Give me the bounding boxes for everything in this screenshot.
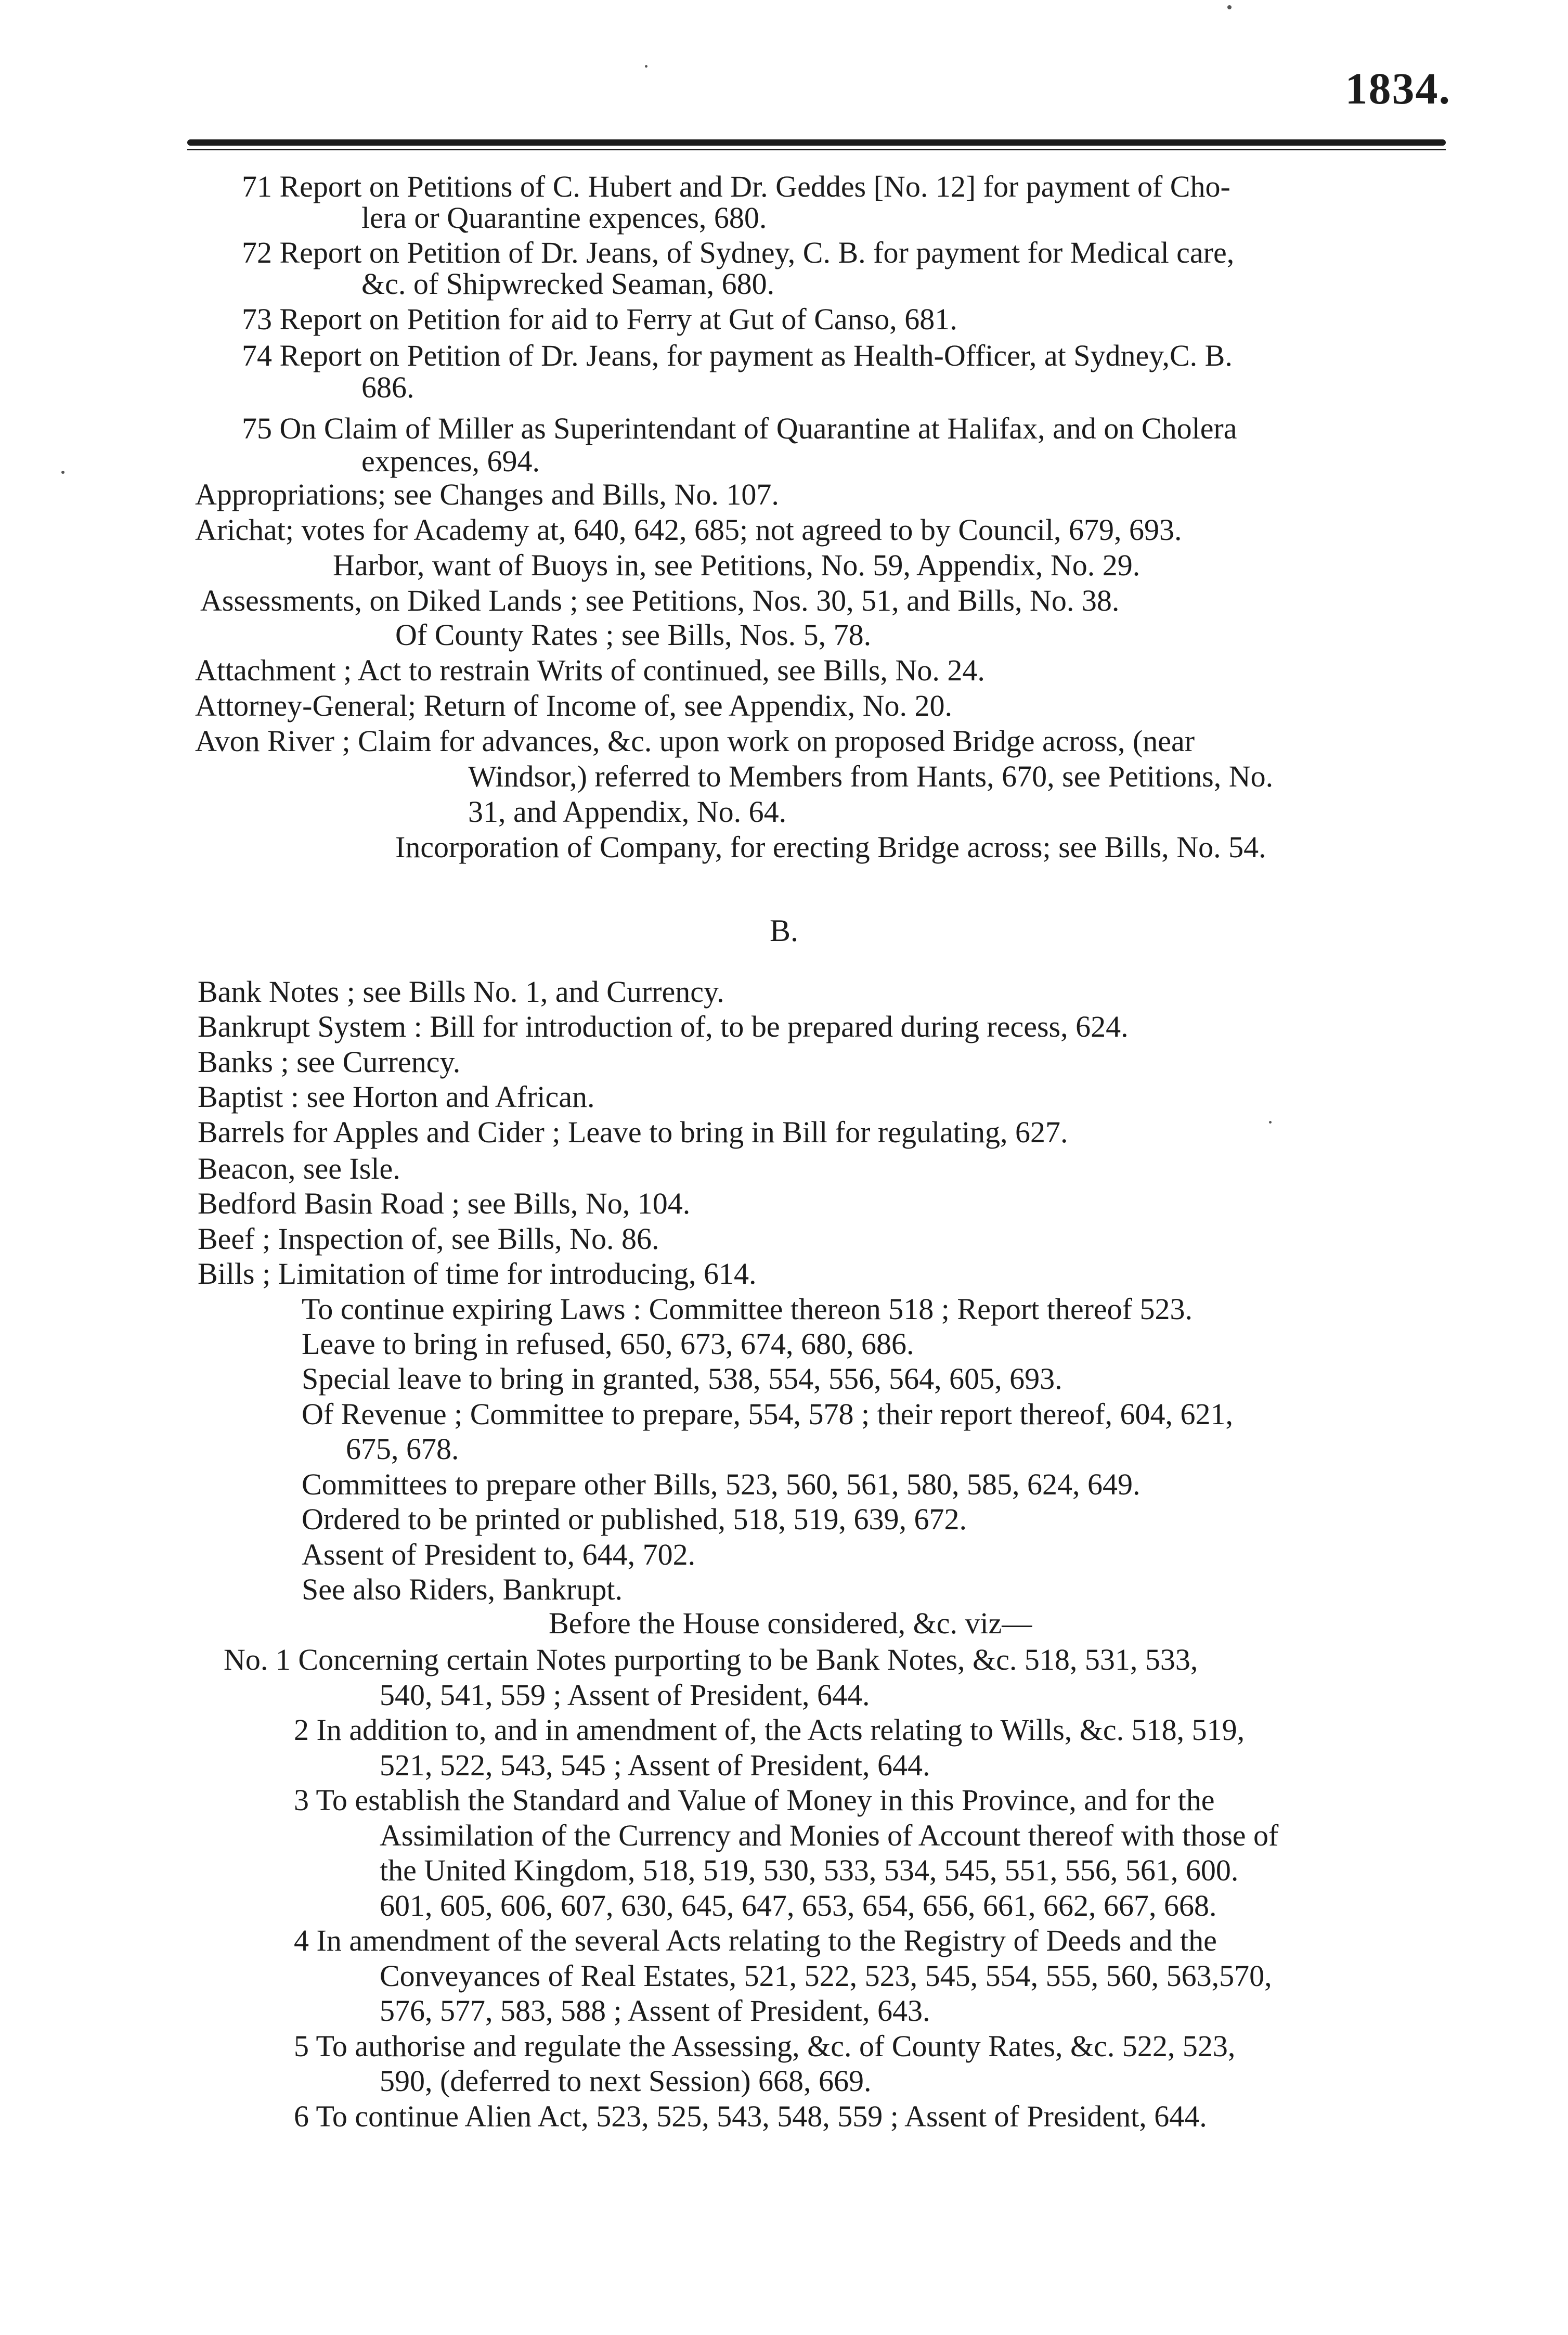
index-entry: Bankrupt System : Bill for introduction of, to be prepared during recess, 624. [198, 1010, 1129, 1043]
index-entry: 73 Report on Petition for aid to Ferry at Gut of Canso, 681. [242, 302, 957, 336]
index-entry: Bank Notes ; see Bills No. 1, and Currency. [198, 975, 724, 1009]
index-entry: Attachment ; Act to restrain Writs of continued, see Bills, No. 24. [195, 653, 985, 687]
paper-speck [1269, 1121, 1272, 1124]
index-subentry: To continue expiring Laws : Committee thereon 518 ; Report thereof 523. [302, 1292, 1193, 1326]
bill-entry: 5 To authorise and regulate the Assessing, &c. of County Rates, &c. 522, 523, [294, 2029, 1236, 2063]
index-subentry: Special leave to bring in granted, 538, 554, 556, 564, 605, 693. [302, 1362, 1062, 1396]
index-subentry: Incorporation of Company, for erecting Bridge across; see Bills, No. 54. [395, 830, 1266, 864]
index-entry-continuation: expences, 694. [361, 444, 540, 478]
bill-entry-continuation: 576, 577, 583, 588 ; Assent of President, 643. [380, 1994, 930, 2028]
bill-entry: 3 To establish the Standard and Value of Money in this Province, and for the [294, 1783, 1215, 1817]
index-entry: Attorney-General; Return of Income of, see Appendix, No. 20. [195, 689, 953, 723]
index-subentry-continuation: 675, 678. [346, 1432, 459, 1466]
bill-entry: 2 In addition to, and in amendment of, the Acts relating to Wills, &c. 518, 519, [294, 1713, 1245, 1747]
bill-entry-continuation: 590, (deferred to next Session) 668, 669. [380, 2064, 872, 2098]
index-subentry: Leave to bring in refused, 650, 673, 674, 680, 686. [302, 1327, 914, 1361]
bill-entry-continuation: 521, 522, 543, 545 ; Assent of President, 644. [380, 1748, 930, 1782]
bill-entry: 6 To continue Alien Act, 523, 525, 543, 548, 559 ; Assent of President, 644. [294, 2099, 1207, 2133]
index-entry-continuation: Windsor,) referred to Members from Hants, 670, see Petitions, No. [468, 759, 1274, 793]
index-subentry: See also Riders, Bankrupt. [302, 1572, 623, 1606]
index-entry: Bedford Basin Road ; see Bills, No, 104. [198, 1186, 691, 1220]
index-entry: Avon River ; Claim for advances, &c. upon work on proposed Bridge across, (near [195, 724, 1195, 758]
index-entry: Arichat; votes for Academy at, 640, 642, 685; not agreed to by Council, 679, 693. [195, 513, 1182, 547]
index-entry-continuation: 686. [361, 370, 414, 404]
index-entry: 75 On Claim of Miller as Superintendant of Quarantine at Halifax, and on Cholera [242, 411, 1237, 445]
index-entry: Banks ; see Currency. [198, 1045, 461, 1079]
index-entry: Barrels for Apples and Cider ; Leave to bring in Bill for regulating, 627. [198, 1115, 1068, 1149]
index-entry-continuation: &c. of Shipwrecked Seaman, 680. [361, 267, 775, 301]
section-letter: B. [769, 913, 799, 948]
bill-entry-continuation: Assimilation of the Currency and Monies of Account thereof with those of [380, 1818, 1279, 1852]
index-entry-continuation: 31, and Appendix, No. 64. [468, 795, 787, 829]
index-subentry: Of County Rates ; see Bills, Nos. 5, 78. [395, 618, 872, 652]
index-entry: Assessments, on Diked Lands ; see Petitions, Nos. 30, 51, and Bills, No. 38. [200, 584, 1120, 617]
index-subentry: Ordered to be printed or published, 518, 519, 639, 672. [302, 1502, 967, 1536]
bill-entry: 4 In amendment of the several Acts relating to the Registry of Deeds and the [294, 1924, 1217, 1957]
index-subentry: Committees to prepare other Bills, 523, 560, 561, 580, 585, 624, 649. [302, 1467, 1141, 1501]
bill-entry: No. 1 Concerning certain Notes purporting to be Bank Notes, &c. 518, 531, 533, [224, 1643, 1198, 1676]
bill-entry-continuation: 601, 605, 606, 607, 630, 645, 647, 653, 654, 656, 661, 662, 667, 668. [380, 1889, 1217, 1923]
page-year-header: 1834. [1345, 63, 1451, 113]
index-entry: 74 Report on Petition of Dr. Jeans, for payment as Health-Officer, at Sydney,C. B. [242, 339, 1233, 372]
index-entry-continuation: lera or Quarantine expences, 680. [361, 201, 767, 235]
index-entry: Baptist : see Horton and African. [198, 1080, 595, 1114]
index-subentry: Of Revenue ; Committee to prepare, 554, 578 ; their report thereof, 604, 621, [302, 1397, 1234, 1431]
index-entry: Beacon, see Isle. [198, 1152, 400, 1185]
index-entry: Beef ; Inspection of, see Bills, No. 86. [198, 1222, 659, 1256]
index-entry: 71 Report on Petitions of C. Hubert and Dr. Geddes [No. 12] for payment of Cho- [242, 170, 1230, 203]
bill-entry-continuation: the United Kingdom, 518, 519, 530, 533, 534, 545, 551, 556, 561, 600. [380, 1853, 1239, 1887]
header-rule [187, 139, 1446, 146]
paper-speck [645, 65, 647, 68]
index-subentry: Assent of President to, 644, 702. [302, 1538, 696, 1571]
header-rule-thin [187, 149, 1446, 150]
index-subentry: Harbor, want of Buoys in, see Petitions, No. 59, Appendix, No. 29. [333, 548, 1141, 582]
index-entry: Bills ; Limitation of time for introducing, 614. [198, 1257, 757, 1291]
bill-entry-continuation: 540, 541, 559 ; Assent of President, 644. [380, 1678, 870, 1712]
index-entry: Appropriations; see Changes and Bills, No. 107. [195, 478, 779, 511]
index-entry: 72 Report on Petition of Dr. Jeans, of Sydney, C. B. for payment for Medical care, [242, 236, 1235, 269]
paper-speck [61, 471, 64, 474]
bill-entry-continuation: Conveyances of Real Estates, 521, 522, 523, 545, 554, 555, 560, 563,570, [380, 1959, 1272, 1993]
paper-speck [1227, 5, 1232, 9]
bills-list-heading: Before the House considered, &c. viz— [549, 1606, 1032, 1640]
